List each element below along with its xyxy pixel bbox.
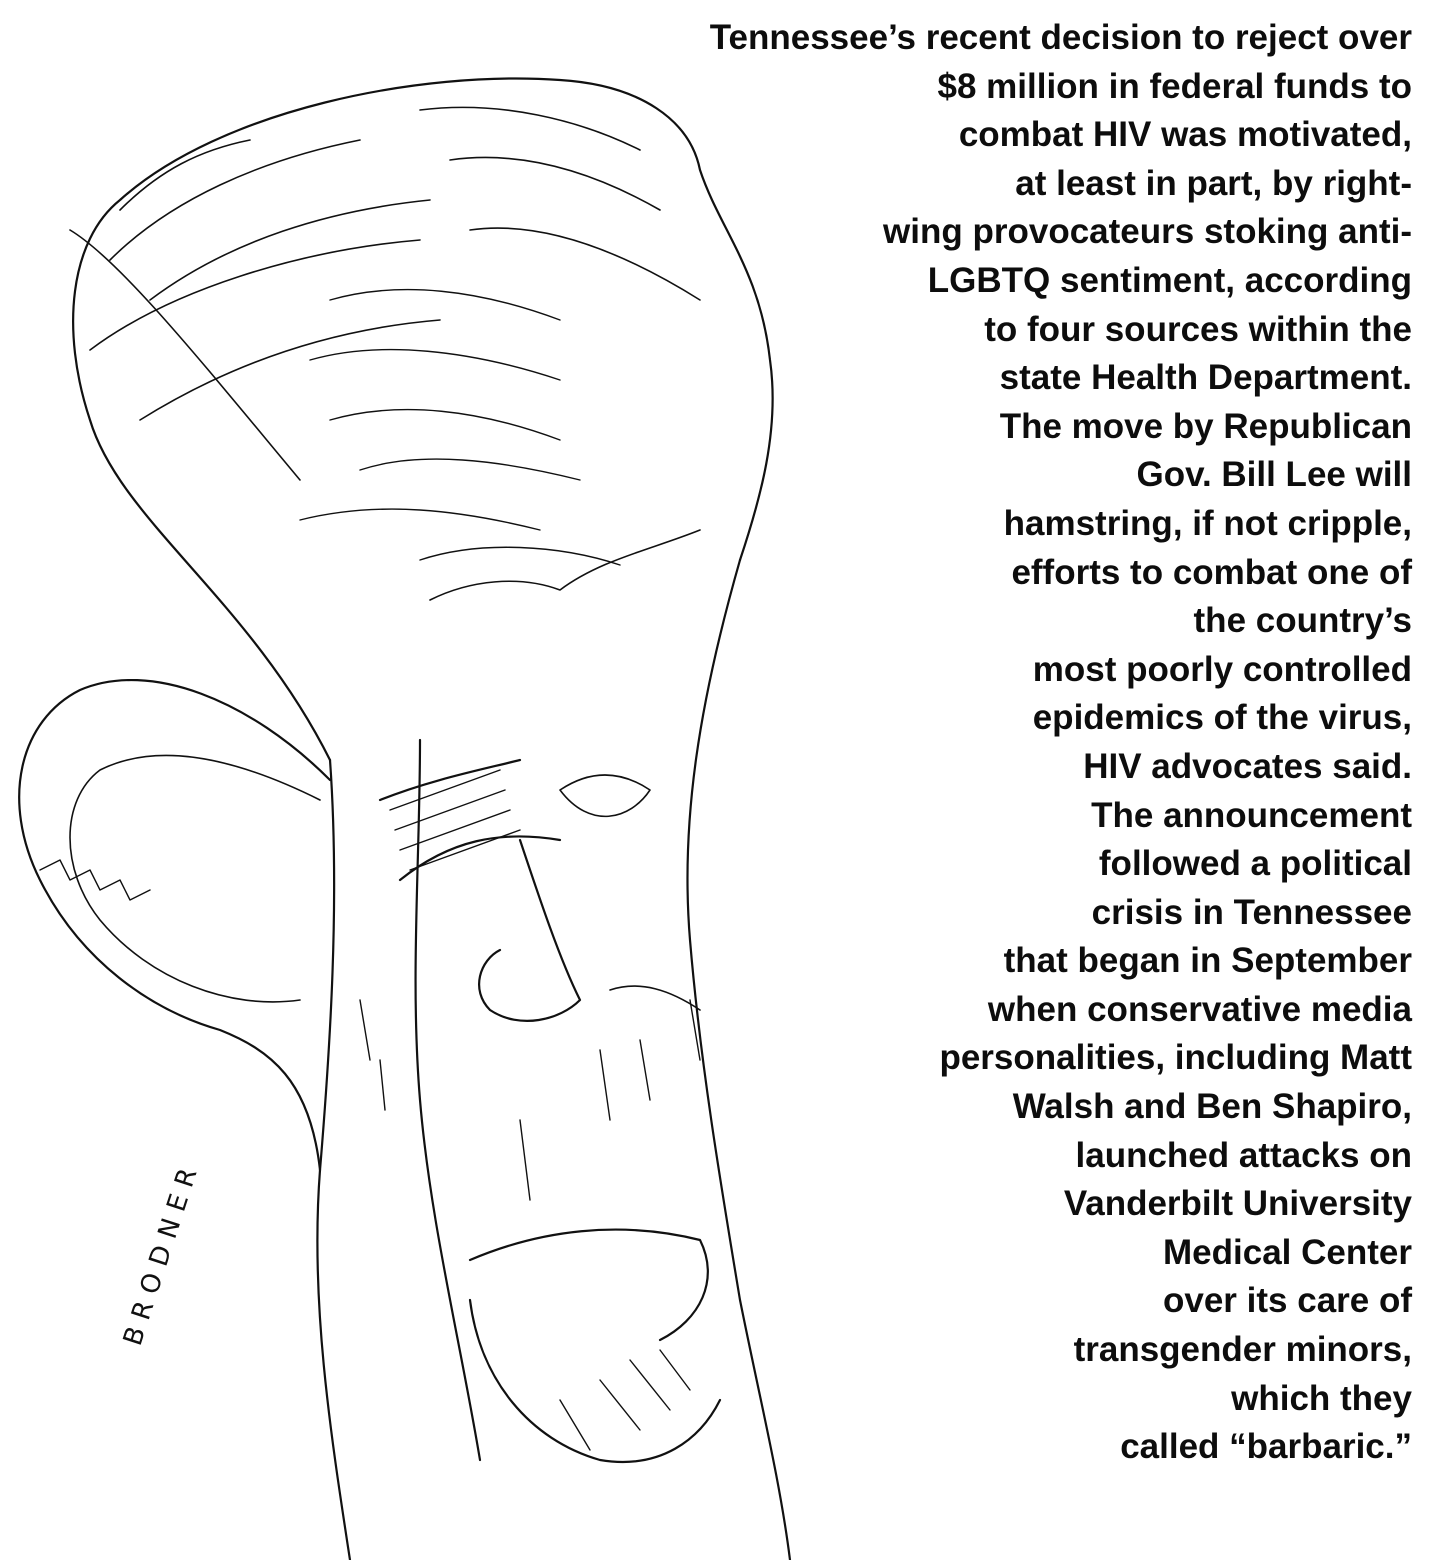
caption-line: to four sources within the bbox=[984, 309, 1412, 349]
caption-line: The move by Republican bbox=[999, 406, 1412, 446]
ear-inner bbox=[70, 756, 320, 1002]
caption-line: called “barbaric.” bbox=[1120, 1427, 1412, 1467]
caption-line: crisis in Tennessee bbox=[1091, 892, 1412, 932]
caption-line: that began in September bbox=[1003, 941, 1412, 981]
caption-line: the country’s bbox=[1193, 601, 1412, 641]
caption-line: Gov. Bill Lee will bbox=[1136, 455, 1412, 495]
caption-text bbox=[512, 14, 1412, 1472]
caption-line: wing provocateurs stoking anti- bbox=[883, 212, 1412, 252]
caption-line: Walsh and Ben Shapiro, bbox=[1012, 1087, 1412, 1127]
caption-line: state Health Department. bbox=[999, 358, 1412, 398]
caption-line: efforts to combat one of bbox=[1011, 552, 1412, 592]
caption-line: which they bbox=[1231, 1378, 1412, 1418]
caption-line: epidemics of the virus, bbox=[1032, 698, 1412, 738]
caption-line: launched attacks on bbox=[1075, 1135, 1412, 1175]
caption-line: at least in part, by right- bbox=[1015, 163, 1412, 203]
ear-zigzag bbox=[40, 860, 150, 900]
caption-line: when conservative media bbox=[987, 989, 1412, 1029]
caption-line: transgender minors, bbox=[1073, 1330, 1412, 1370]
stray-line bbox=[70, 230, 300, 480]
brow-hatch bbox=[390, 770, 520, 870]
face-left-contour bbox=[317, 760, 350, 1560]
caption-line: The announcement bbox=[1091, 795, 1412, 835]
artist-signature: BRODNER bbox=[118, 1156, 207, 1350]
caption-line: combat HIV was motivated, bbox=[958, 115, 1412, 155]
caption-line: HIV advocates said. bbox=[1083, 746, 1412, 786]
caption-line: most poorly controlled bbox=[1032, 649, 1412, 689]
caption-line: Tennessee’s recent decision to reject over bbox=[709, 18, 1412, 57]
caption-line: Medical Center bbox=[1163, 1232, 1412, 1272]
caption-line: hamstring, if not cripple, bbox=[1003, 503, 1412, 543]
caption-line: over its care of bbox=[1163, 1281, 1412, 1321]
caption-line: Vanderbilt University bbox=[1063, 1184, 1412, 1224]
caption-line: LGBTQ sentiment, according bbox=[927, 260, 1412, 300]
caption-line: followed a political bbox=[1098, 844, 1412, 884]
ear-outer bbox=[19, 680, 330, 1170]
caption-line: personalities, including Matt bbox=[939, 1038, 1412, 1078]
caption-line: $8 million in federal funds to bbox=[937, 66, 1412, 106]
